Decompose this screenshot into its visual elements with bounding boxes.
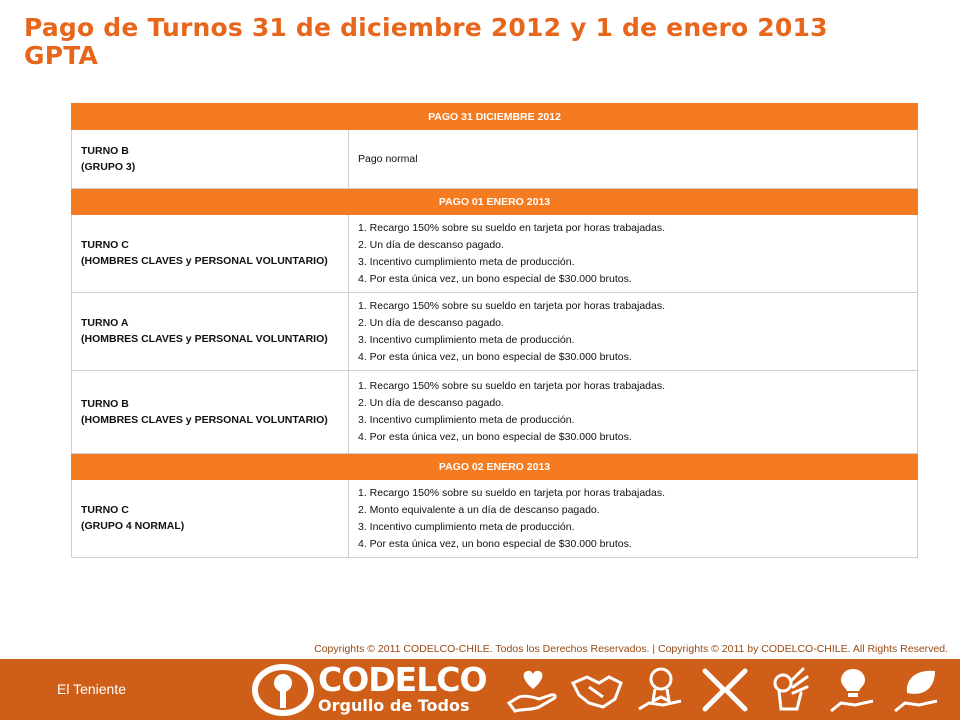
- shift-name: TURNO C: [81, 504, 129, 516]
- payment-cell: [349, 293, 918, 371]
- payment-cell: [349, 130, 918, 189]
- payment-line: 1. Recargo 150% sobre su sueldo en tarjeta por horas trabajadas.: [358, 486, 666, 499]
- payment-line: 2. Un día de descanso pagado.: [358, 397, 504, 409]
- shift-cell: [72, 480, 349, 558]
- hands-group-icon: [697, 663, 753, 717]
- section-header-01-ene: PAGO 01 ENERO 2013: [72, 189, 918, 215]
- copyright-notice: Copyrights © 2011 CODELCO-CHILE. Todos los Derechos Reservados. | Copyrights © 2011 by CODELCO-CHILE. All Rights Reserved.: [314, 643, 948, 655]
- payment-line: 3. Incentivo cumplimiento meta de producción.: [358, 255, 575, 268]
- payment-line: 2. Un día de descanso pagado.: [358, 316, 504, 329]
- table-row: [72, 215, 918, 293]
- shift-cell: [72, 130, 349, 189]
- table-row: [72, 480, 918, 558]
- page-title-line1: Pago de Turnos 31 de diciembre 2012 y 1 de enero 2013: [24, 13, 828, 42]
- brand: [318, 660, 487, 715]
- payment-cell: [349, 371, 918, 454]
- shift-group: (HOMBRES CLAVES y PERSONAL VOLUNTARIO): [81, 255, 328, 267]
- table-row: [72, 293, 918, 371]
- table-row: [72, 130, 918, 189]
- footer-icons: [505, 663, 945, 717]
- page-title-line2: GPTA: [24, 41, 99, 70]
- shift-name: TURNO C: [81, 239, 129, 251]
- payment-line: 1. Recargo 150% sobre su sueldo en tarjeta por horas trabajadas.: [358, 221, 666, 234]
- section-header-31-dic: PAGO 31 DICIEMBRE 2012: [72, 104, 918, 130]
- shift-group: (HOMBRES CLAVES y PERSONAL VOLUNTARIO): [81, 333, 328, 345]
- handshake-icon: [569, 663, 625, 717]
- codelco-logo-icon: [252, 663, 314, 717]
- payment-table: [71, 103, 918, 558]
- hand-medal-icon: [633, 663, 689, 717]
- shift-name: TURNO B: [81, 144, 129, 157]
- brand-tagline: Orgullo de Todos: [318, 696, 470, 715]
- shift-name: TURNO B: [81, 397, 129, 410]
- shift-cell: [72, 293, 349, 371]
- payment-line: 4. Por esta única vez, un bono especial de $30.000 brutos.: [358, 272, 632, 285]
- payment-line: 1. Recargo 150% sobre su sueldo en tarjeta por horas trabajadas.: [358, 380, 666, 392]
- shift-name: TURNO A: [81, 317, 129, 329]
- payment-line: 4. Por esta única vez, un bono especial de $30.000 brutos.: [358, 537, 632, 550]
- shift-cell: [72, 215, 349, 293]
- payment-line: 1. Recargo 150% sobre su sueldo en tarjeta por horas trabajadas.: [358, 299, 666, 312]
- payment-cell: [349, 480, 918, 558]
- payment-line: 4. Por esta única vez, un bono especial de $30.000 brutos.: [358, 350, 632, 363]
- hand-leaf-icon: [889, 663, 945, 717]
- payment-line: 3. Incentivo cumplimiento meta de producción.: [358, 414, 575, 426]
- hand-heart-icon: [505, 663, 561, 717]
- shift-group: (HOMBRES CLAVES y PERSONAL VOLUNTARIO): [81, 413, 328, 426]
- payment-line: 2. Monto equivalente a un día de descanso pagado.: [358, 503, 600, 516]
- brand-name: CODELCO: [318, 660, 487, 699]
- shift-group: (GRUPO 3): [81, 160, 136, 173]
- hand-lightbulb-icon: [825, 663, 881, 717]
- payment-line: 3. Incentivo cumplimiento meta de producción.: [358, 520, 575, 533]
- section-header-02-ene: PAGO 02 ENERO 2013: [72, 454, 918, 480]
- site-name: El Teniente: [57, 681, 127, 697]
- payment-line: 4. Por esta única vez, un bono especial de $30.000 brutos.: [358, 431, 632, 443]
- payment-line: 2. Un día de descanso pagado.: [358, 238, 504, 251]
- payment-line: Pago normal: [358, 152, 418, 165]
- footer-bar: [0, 659, 960, 720]
- payment-cell: [349, 215, 918, 293]
- shift-group: (GRUPO 4 NORMAL): [81, 520, 185, 532]
- shift-cell: [72, 371, 349, 454]
- hand-ok-icon: [761, 663, 817, 717]
- page-title: [24, 14, 828, 70]
- payment-line: 3. Incentivo cumplimiento meta de producción.: [358, 333, 575, 346]
- table-row: [72, 371, 918, 454]
